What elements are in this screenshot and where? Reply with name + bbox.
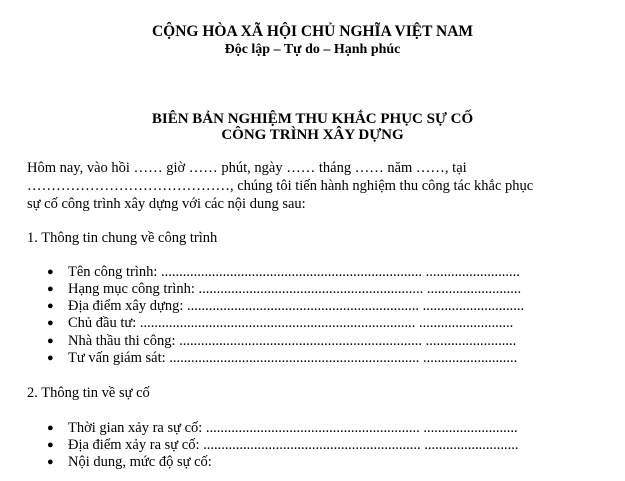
bullet-icon: ●	[47, 439, 54, 451]
bullet-icon: ●	[47, 422, 54, 434]
section-heading-1: 1. Thông tin chung về công trình	[27, 230, 218, 246]
list-item-text: Hạng mục công trình: .............................................................. ..........................	[68, 281, 522, 297]
intro-line-1: Hôm nay, vào hồi …… giờ …… phút, ngày …… tháng …… năm ……, tại	[27, 160, 467, 176]
list-item-text: Tên công trình: ........................................................................ ..........................	[68, 264, 520, 280]
section-heading-2: 2. Thông tin về sự cố	[27, 385, 150, 401]
list-item-text: Địa điểm xây dựng: ................................................................ ............................	[68, 298, 525, 314]
list-item-text: Địa điểm xảy ra sự cố: ............................................................ ..........................	[68, 437, 519, 453]
document-title-line-2: CÔNG TRÌNH XÂY DỰNG	[221, 127, 404, 143]
intro-line-2: ……………………………………, chúng tôi tiến hành nghiệm thu công tác khắc phục	[27, 178, 534, 194]
document-title-line-1: BIÊN BẢN NGHIỆM THU KHẮC PHỤC SỰ CỐ	[151, 111, 474, 127]
list-item-text: Thời gian xảy ra sự cố: ........................................................... ..........................	[68, 420, 518, 436]
bullet-icon: ●	[47, 352, 54, 364]
list-item-text: Nội dung, mức độ sự cố:	[68, 454, 212, 470]
bullet-icon: ●	[47, 456, 54, 468]
intro-line-3: sự cố công trình xây dựng với các nội dung sau:	[27, 196, 306, 212]
list-item-text: Chủ đầu tư: ............................................................................ ..........................	[68, 315, 514, 331]
list-item-text: Nhà thầu thi công: ................................................................... .........................	[68, 333, 517, 349]
bullet-icon: ●	[47, 335, 54, 347]
national-motto: Độc lập – Tự do – Hạnh phúc	[224, 42, 401, 57]
national-title: CỘNG HÒA XÃ HỘI CHỦ NGHĨA VIỆT NAM	[151, 23, 474, 40]
list-item-text: Tư vấn giám sát: ..................................................................... ..........................	[68, 350, 518, 366]
bullet-icon: ●	[47, 300, 54, 312]
bullet-icon: ●	[47, 266, 54, 278]
bullet-icon: ●	[47, 317, 54, 329]
bullet-icon: ●	[47, 283, 54, 295]
